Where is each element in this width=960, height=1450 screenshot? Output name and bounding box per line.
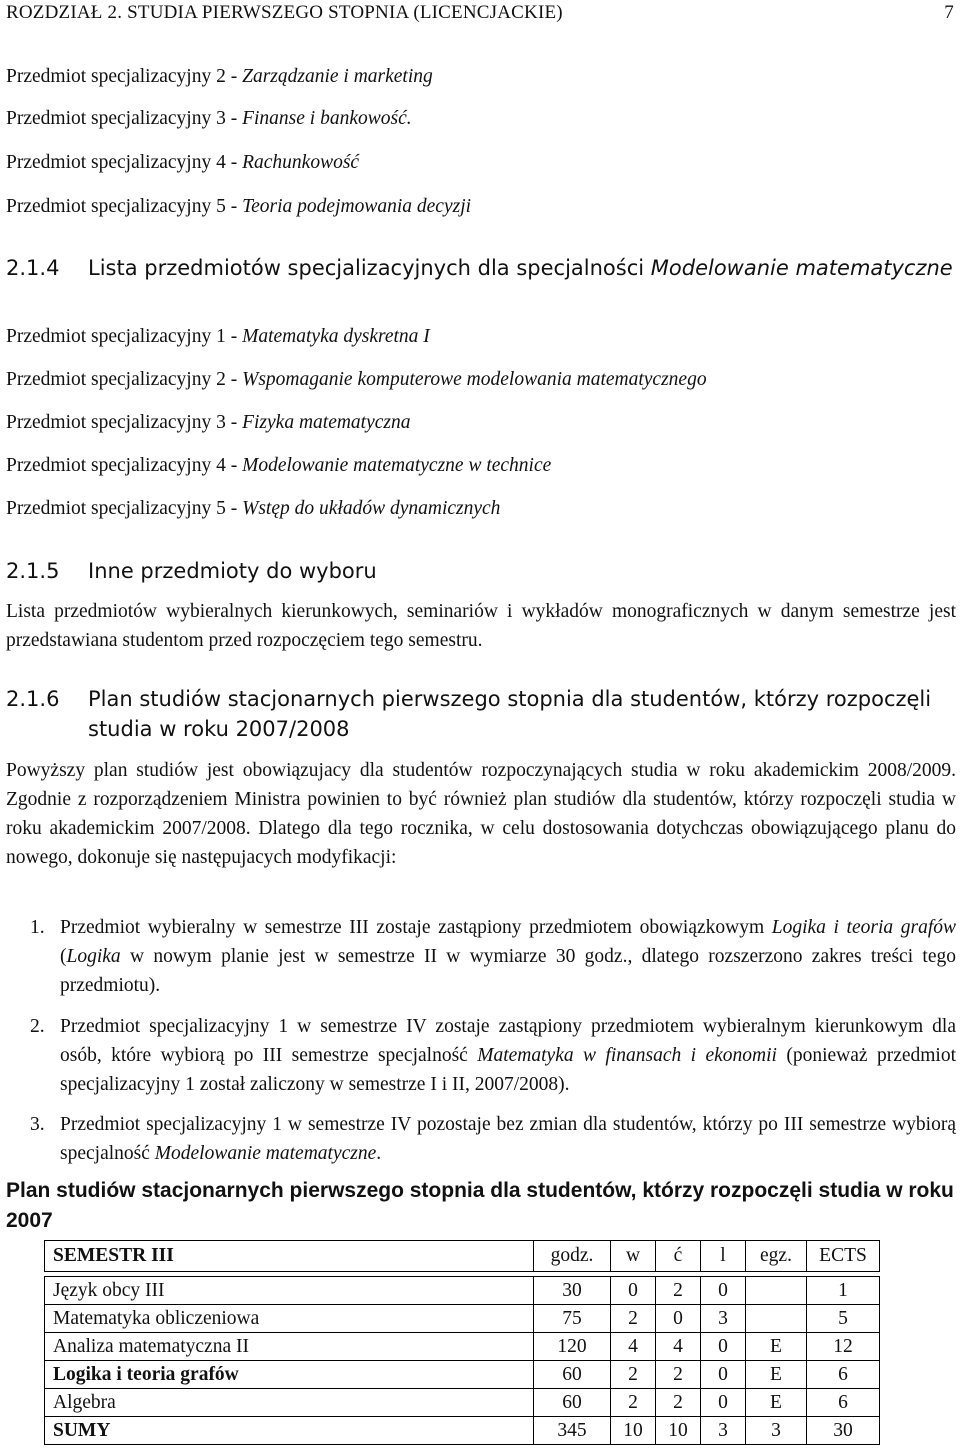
column-header: ECTS bbox=[807, 1241, 880, 1272]
list-item: Przedmiot specjalizacyjny 3 - Fizyka matematyczna bbox=[6, 412, 411, 433]
cell: 30 bbox=[534, 1277, 611, 1305]
column-header: egz. bbox=[746, 1241, 807, 1272]
cell: 3 bbox=[746, 1417, 807, 1445]
list-item: Przedmiot specjalizacyjny 5 - Wstęp do układów dynamicznych bbox=[6, 498, 501, 519]
table-header-row bbox=[45, 1241, 880, 1272]
cell bbox=[746, 1305, 807, 1333]
running-head: ROZDZIAŁ 2. STUDIA PIERWSZEGO STOPNIA (LICENCJACKIE) bbox=[6, 2, 563, 23]
cell: 75 bbox=[534, 1305, 611, 1333]
column-header: SEMESTR III bbox=[45, 1241, 534, 1272]
cell: 6 bbox=[807, 1361, 880, 1389]
table-sum-row bbox=[45, 1417, 880, 1445]
cell: 6 bbox=[807, 1389, 880, 1417]
cell: E bbox=[746, 1389, 807, 1417]
cell: 4 bbox=[656, 1333, 701, 1361]
cell-subject: Matematyka obliczeniowa bbox=[45, 1305, 534, 1333]
cell: 5 bbox=[807, 1305, 880, 1333]
cell: 12 bbox=[807, 1333, 880, 1361]
cell: E bbox=[746, 1333, 807, 1361]
table-row bbox=[45, 1277, 880, 1305]
table-row bbox=[45, 1305, 880, 1333]
page-number: 7 bbox=[944, 2, 954, 23]
list-item: Przedmiot specjalizacyjny 4 - Rachunkowość bbox=[6, 152, 360, 173]
column-header: l bbox=[701, 1241, 746, 1272]
cell: E bbox=[746, 1361, 807, 1389]
list-item: Przedmiot specjalizacyjny 2 - Wspomaganie komputerowe modelowania matematycznego bbox=[6, 369, 707, 390]
list-item: Przedmiot specjalizacyjny 1 - Matematyka dyskretna I bbox=[6, 326, 430, 347]
cell: 1 bbox=[807, 1277, 880, 1305]
column-header: godz. bbox=[534, 1241, 611, 1272]
cell: 4 bbox=[611, 1333, 656, 1361]
section-heading-2-1-4: 2.1.4 Lista przedmiotów specjalizacyjnych dla specjalności Modelowanie matematyczne bbox=[6, 256, 953, 280]
paragraph: Powyższy plan studiów jest obowiązujacy dla studentów rozpoczynających studia w roku akademickim 2008/2009. Zgodnie z rozporządzeniem Ministra powinien to być również plan studiów dla studentów, którzy rozpoczęli studia w roku akademickim 2007/2008. Dlatego dla tego rocznika, w celu dostosowania dotychczas obowiązującego planu do nowego, dokonuje się następujacych modyfikacji: bbox=[6, 760, 956, 868]
cell: 3 bbox=[701, 1305, 746, 1333]
study-plan-table bbox=[44, 1240, 880, 1445]
list-item: Przedmiot specjalizacyjny 3 - Finanse i bankowość. bbox=[6, 108, 412, 129]
cell: 2 bbox=[656, 1361, 701, 1389]
cell-subject: Logika i teoria grafów bbox=[45, 1361, 534, 1389]
cell: 0 bbox=[701, 1277, 746, 1305]
cell: 120 bbox=[534, 1333, 611, 1361]
table-row bbox=[45, 1333, 880, 1361]
cell bbox=[746, 1277, 807, 1305]
cell: 345 bbox=[534, 1417, 611, 1445]
cell: 0 bbox=[701, 1333, 746, 1361]
cell: 0 bbox=[611, 1277, 656, 1305]
list-item: Przedmiot specjalizacyjny 5 - Teoria podejmowania decyzji bbox=[6, 196, 472, 217]
list-item: Przedmiot specjalizacyjny 4 - Modelowanie matematyczne w technice bbox=[6, 455, 552, 476]
table-row bbox=[45, 1389, 880, 1417]
cell: 10 bbox=[656, 1417, 701, 1445]
cell: 2 bbox=[656, 1389, 701, 1417]
paragraph: Lista przedmiotów wybieralnych kierunkowych, seminariów i wykładów monograficznych w danym semestrze jest przedstawiana studentom przed rozpoczęciem tego semestru. bbox=[6, 601, 956, 651]
cell: 2 bbox=[656, 1277, 701, 1305]
cell: 0 bbox=[701, 1361, 746, 1389]
cell: 60 bbox=[534, 1389, 611, 1417]
cell-subject: Język obcy III bbox=[45, 1277, 534, 1305]
cell: 3 bbox=[701, 1417, 746, 1445]
cell: 2 bbox=[611, 1361, 656, 1389]
cell: 10 bbox=[611, 1417, 656, 1445]
section-heading-2-1-5: 2.1.5 Inne przedmioty do wyboru bbox=[6, 559, 377, 583]
cell: 2 bbox=[611, 1389, 656, 1417]
cell-subject: SUMY bbox=[45, 1417, 534, 1445]
column-header: ć bbox=[656, 1241, 701, 1272]
section-heading-2-1-6: 2.1.6 Plan studiów stacjonarnych pierwszego stopnia dla studentów, którzy rozpoczęli studia w roku 2007/2008 bbox=[6, 687, 932, 741]
page-header bbox=[6, 0, 958, 36]
cell: 30 bbox=[807, 1417, 880, 1445]
cell: 2 bbox=[611, 1305, 656, 1333]
table-row bbox=[45, 1361, 880, 1389]
cell-subject: Algebra bbox=[45, 1389, 534, 1417]
cell: 0 bbox=[656, 1305, 701, 1333]
list-item: Przedmiot specjalizacyjny 2 - Zarządzanie i marketing bbox=[6, 66, 433, 87]
cell: 60 bbox=[534, 1361, 611, 1389]
column-header: w bbox=[611, 1241, 656, 1272]
plan-heading: Plan studiów stacjonarnych pierwszego stopnia dla studentów, którzy rozpoczęli studia w roku 2007 bbox=[6, 1179, 954, 1232]
cell-subject: Analiza matematyczna II bbox=[45, 1333, 534, 1361]
cell: 0 bbox=[701, 1389, 746, 1417]
